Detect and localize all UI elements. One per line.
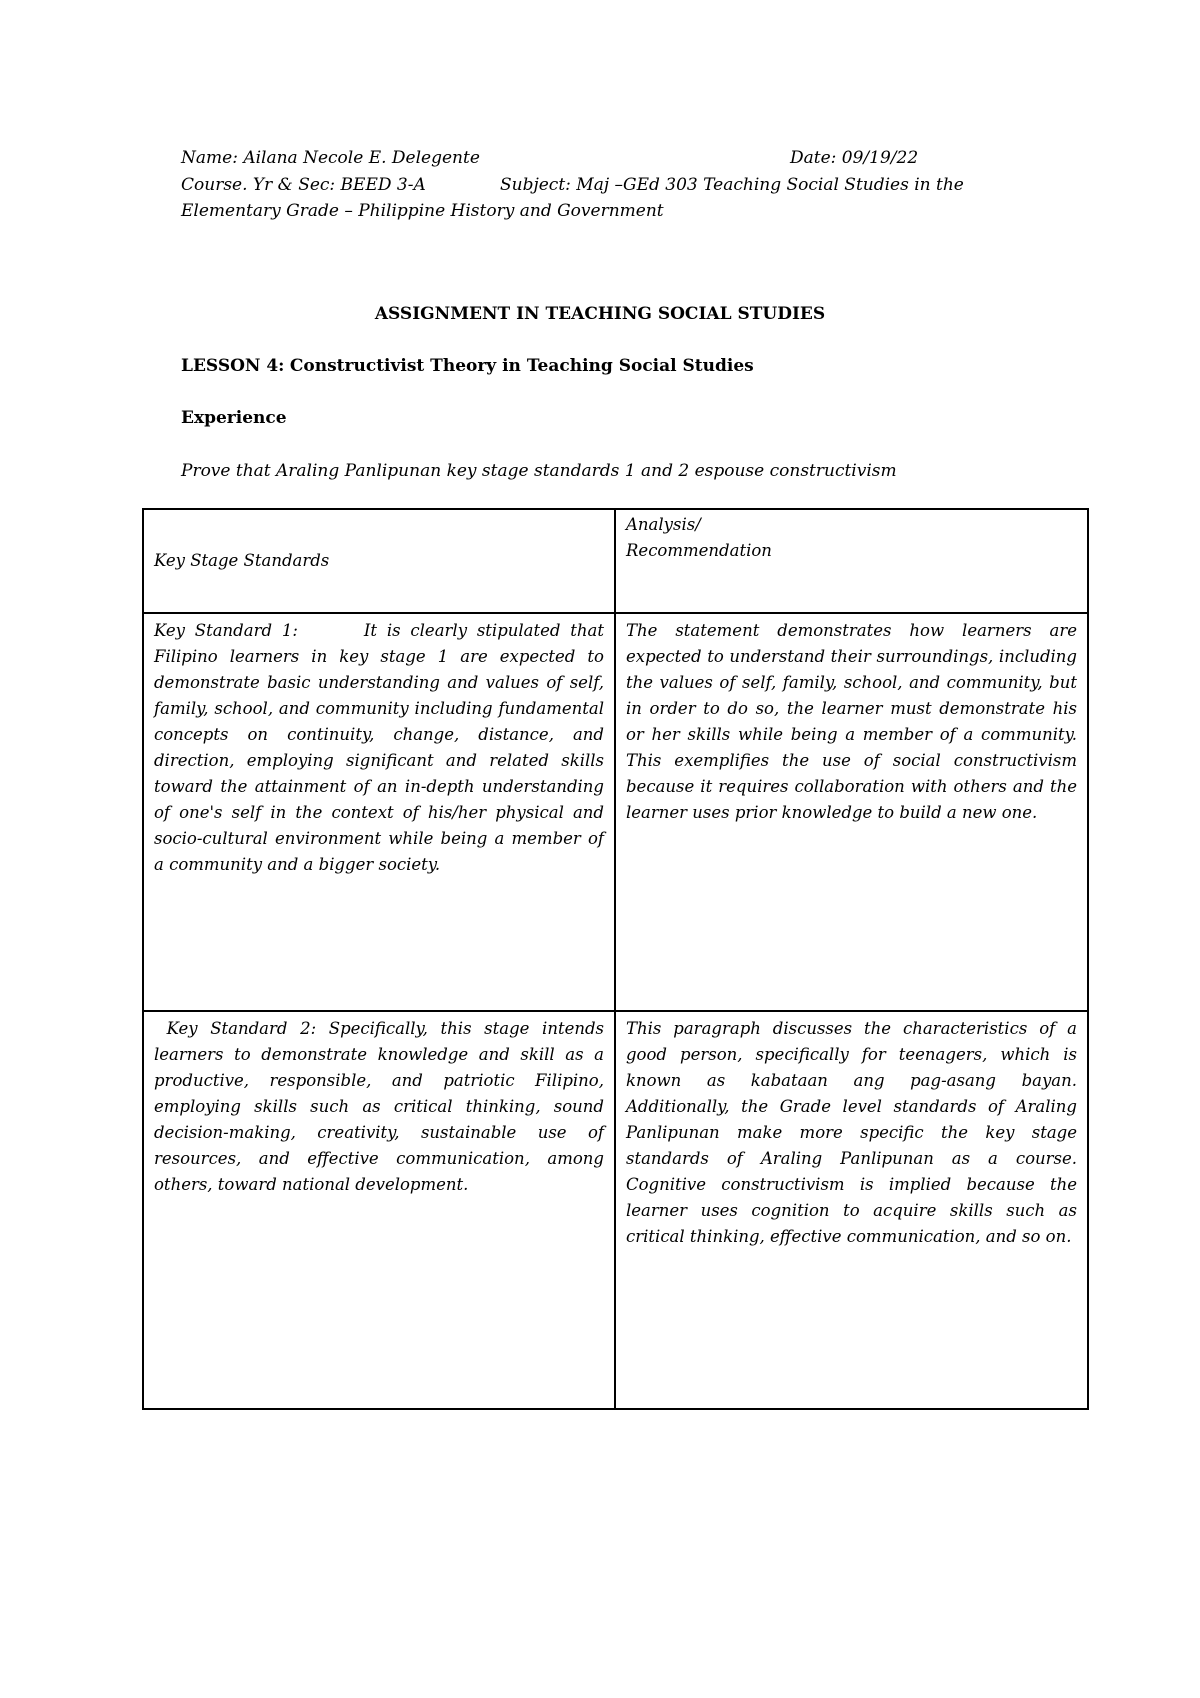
assignment-prompt: Prove that Araling Panlipunan key stage standards 1 and 2 espouse constructivism — [181, 461, 897, 481]
section-heading: Experience — [181, 408, 287, 428]
lesson-heading — [181, 356, 754, 376]
standards-table — [142, 508, 1089, 1410]
analysis-2-text: This paragraph discusses the characteristics of a good person, specifically for teenagers, which is known as kabataan ang pag-asang bayan. Additionally, the Grade level standards of Araling Panlipunan make more specific the key stage standards of Araling Panlipunan as a course. Cognitive constructivism is implied because the learner uses cognition to acquire skills such as critical thinking, effective communication, and so on. — [626, 1019, 1077, 1246]
table-row — [143, 1011, 1088, 1409]
header-col1-text: Key Stage Standards — [154, 551, 330, 570]
subject-continued: Elementary Grade – Philippine History and Government — [181, 201, 664, 221]
header-col2-line1: Analysis/ — [626, 515, 701, 534]
key-standard-1-cell — [143, 613, 615, 1011]
header-col2-line2: Recommendation — [626, 541, 772, 560]
lesson-title: Constructivist Theory in Teaching Social Studies — [289, 356, 754, 376]
lesson-label: LESSON 4: — [181, 356, 285, 376]
key-standard-2-cell — [143, 1011, 615, 1409]
analysis-1-cell — [615, 613, 1088, 1011]
analysis-1-text: The statement demonstrates how learners are expected to understand their surroundings, including the values of self, family, school, and community, but in order to do so, the learner must demonstrate his or her skills while being a member of a community. This exemplifies the use of social constructivism because it requires collaboration with others and the learner uses prior knowledge to build a new one. — [626, 621, 1077, 822]
header-key-stage-standards — [143, 509, 615, 613]
table-row — [143, 613, 1088, 1011]
document-title: ASSIGNMENT IN TEACHING SOCIAL STUDIES — [374, 304, 826, 324]
assignment-date: Date: 09/19/22 — [790, 148, 919, 168]
table-header-row — [143, 509, 1088, 613]
analysis-2-cell — [615, 1011, 1088, 1409]
header-analysis — [615, 509, 1088, 613]
key-standard-1-text: It is clearly stipulated that Filipino learners in key stage 1 are expected to demonstrate basic understanding and values of self, family, school, and community including fundamental concepts on continuity, change, distance, and direction, employing significant and related skills toward the attainment of an in-depth understanding of one's self in the context of his/her physical and socio-cultural environment while being a member of a community and a bigger society. — [154, 621, 605, 874]
key-standard-2-text: Specifically, this stage intends learners to demonstrate knowledge and skill as a productive, responsible, and patriotic Filipino, employing skills such as critical thinking, sound decision-making, creativity, sustainable use of resources, and effective communication, among others, toward national development. — [154, 1019, 604, 1194]
student-name: Name: Ailana Necole E. Delegente — [181, 148, 480, 168]
key-standard-2-label: Key Standard 2: — [166, 1019, 317, 1038]
key-standard-1-label: Key Standard 1: — [154, 621, 298, 640]
course-section: Course. Yr & Sec: BEED 3-A — [181, 175, 426, 195]
subject: Subject: Maj –GEd 303 Teaching Social Studies in the — [500, 175, 964, 195]
